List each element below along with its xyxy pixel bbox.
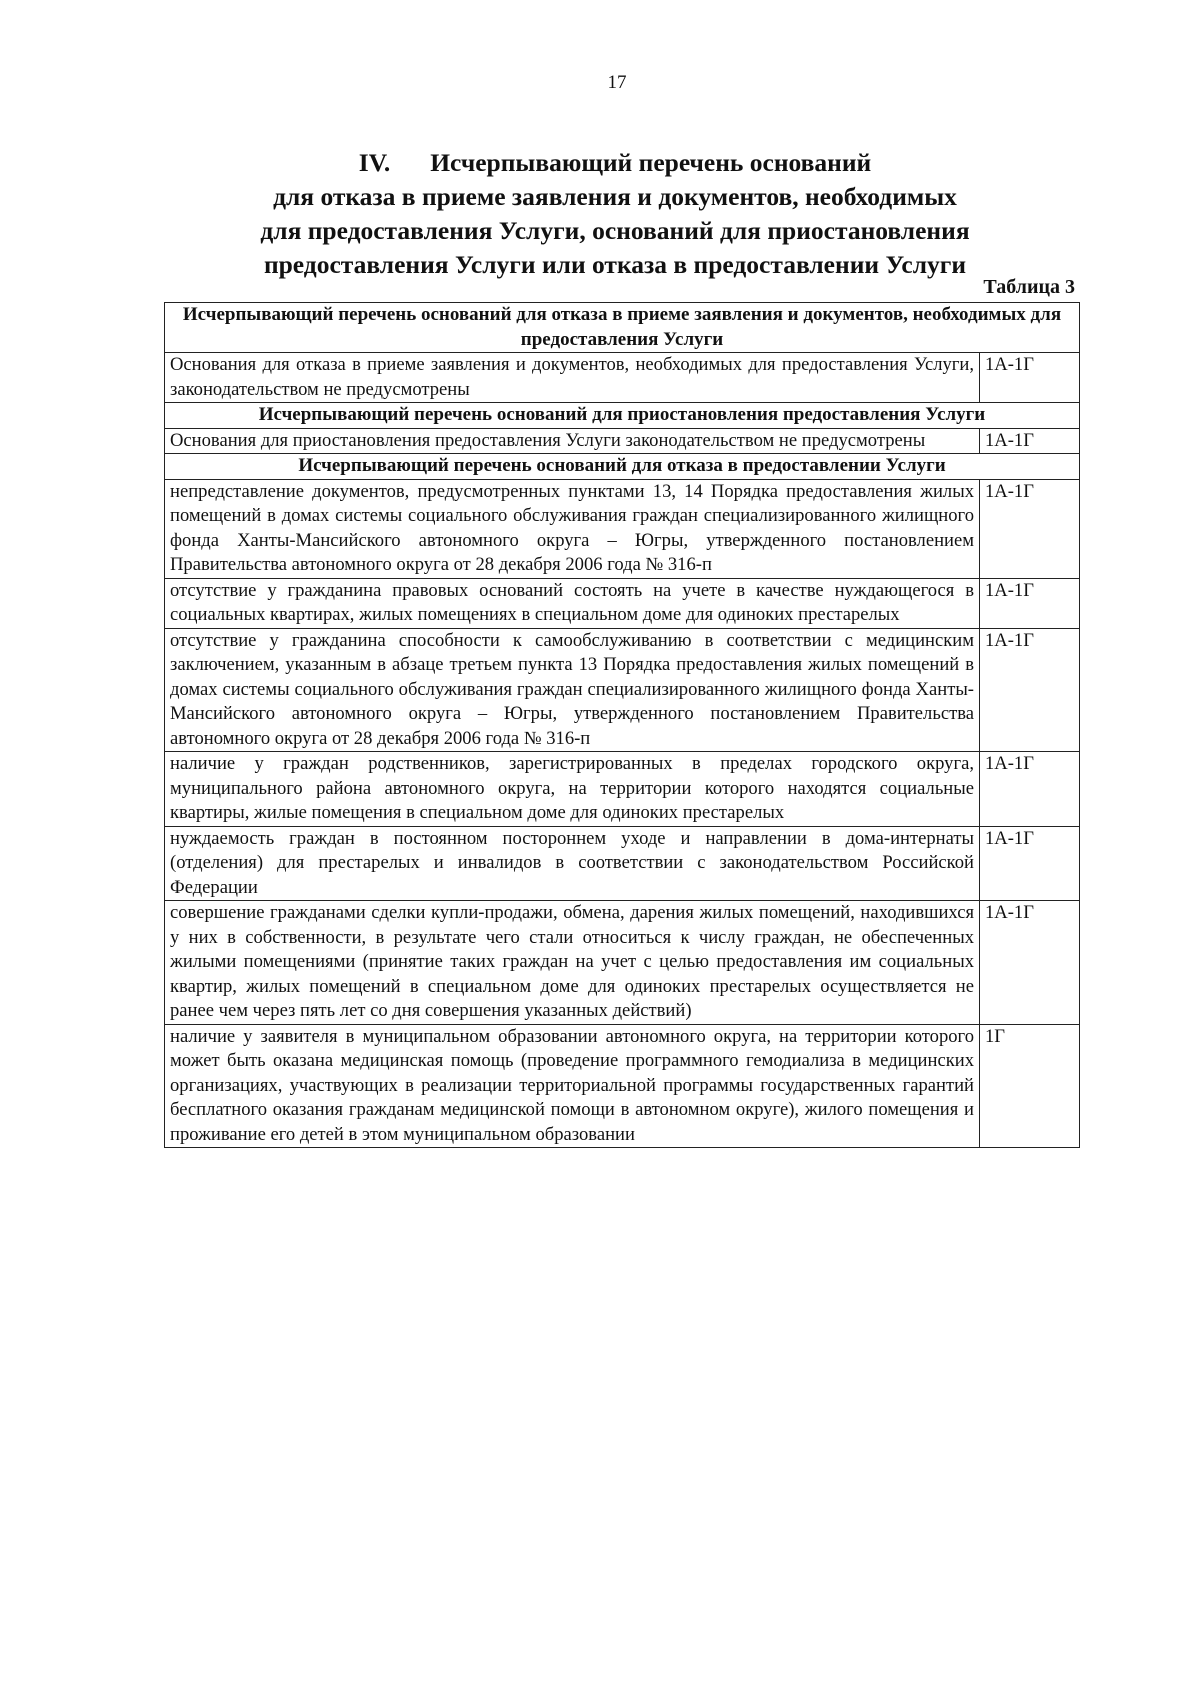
row-code: 1А-1Г — [980, 628, 1080, 752]
row-code: 1А-1Г — [980, 578, 1080, 628]
row-text: нуждаемость граждан в постоянном постороннем уходе и направлении в дома-интернаты (отделения) для престарелых и инвалидов в соответствии с законодательством Российской Федерации — [165, 826, 980, 901]
row-text: непредставление документов, предусмотренных пунктами 13, 14 Порядка предоставления жилых помещений в домах системы социального обслуживания граждан специализированного жилищного фонда Ханты-Мансийского автономного округа – Югры, утвержденного постановлением Правительства автономного округа от 28 декабря 2006 года № 316-п — [165, 479, 980, 578]
row-code: 1Г — [980, 1024, 1080, 1148]
row-text: совершение гражданами сделки купли-продажи, обмена, дарения жилых помещений, находившихся у них в собственности, в результате чего стали относиться к числу граждан, не обеспеченных жилыми помещениями (принятие таких граждан на учет с целью предоставления им социальных квартир, жилых помещений в специальном доме для одиноких престарелых осуществляется не ранее чем через пять лет со дня совершения указанных действий) — [165, 901, 980, 1025]
table-row — [165, 752, 1080, 827]
row-text: Основания для приостановления предоставления Услуги законодательством не предусмотрены — [165, 428, 980, 454]
table-subheader-suspension: Исчерпывающий перечень оснований для приостановления предоставления Услуги — [165, 403, 1080, 429]
table-row — [165, 1024, 1080, 1148]
table-row — [165, 578, 1080, 628]
row-text: наличие у граждан родственников, зарегистрированных в пределах городского округа, муниципального района автономного округа, на территории которого находятся социальные квартиры, жилые помещения в специальном доме для одиноких престарелых — [165, 752, 980, 827]
section-heading — [150, 146, 1080, 282]
table-row — [165, 479, 1080, 578]
table-row — [165, 628, 1080, 752]
table-subheader-row — [165, 403, 1080, 429]
row-code: 1А-1Г — [980, 901, 1080, 1025]
table-subheader-refusal: Исчерпывающий перечень оснований для отказа в предоставлении Услуги — [165, 454, 1080, 480]
heading-line-1 — [150, 146, 1080, 180]
table-header: Исчерпывающий перечень оснований для отказа в приеме заявления и документов, необходимых для предоставления Услуги — [165, 303, 1080, 353]
row-text: отсутствие у гражданина правовых оснований состоять на учете в качестве нуждающегося в социальных квартирах, жилых помещениях в специальном доме для одиноких престарелых — [165, 578, 980, 628]
page-number: 17 — [607, 72, 627, 93]
heading-line-3: для предоставления Услуги, оснований для приостановления — [260, 216, 970, 245]
table-row — [165, 826, 1080, 901]
row-code: 1А-1Г — [980, 826, 1080, 901]
heading-line-4: предоставления Услуги или отказа в предоставлении Услуги — [263, 250, 967, 279]
row-code: 1А-1Г — [980, 752, 1080, 827]
table-row — [165, 353, 1080, 403]
row-code: 1А-1Г — [980, 353, 1080, 403]
table-row — [165, 901, 1080, 1025]
table-row — [165, 428, 1080, 454]
section-number: IV. — [358, 148, 391, 177]
grounds-table — [164, 302, 1080, 1148]
row-text: наличие у заявителя в муниципальном образовании автономного округа, на территории которого может быть оказана медицинская помощь (проведение программного гемодиализа в медицинских организациях, участвующих в реализации территориальной программы государственных гарантий бесплатного оказания гражданам медицинской помощи в автономном округе), жилого помещения и проживание его детей в этом муниципальном образовании — [165, 1024, 980, 1148]
row-code: 1А-1Г — [980, 479, 1080, 578]
table-subheader-row — [165, 454, 1080, 480]
table-header-row — [165, 303, 1080, 353]
heading-line-2: для отказа в приеме заявления и документов, необходимых — [273, 182, 957, 211]
row-text: отсутствие у гражданина способности к самообслуживанию в соответствии с медицинским заключением, указанным в абзаце третьем пункта 13 Порядка предоставления жилых помещений в домах системы социального обслуживания граждан специализированного жилищного фонда Ханты-Мансийского автономного округа – Югры, утвержденного постановлением Правительства автономного округа от 28 декабря 2006 года № 316-п — [165, 628, 980, 752]
row-text: Основания для отказа в приеме заявления и документов, необходимых для предоставления Услуги, законодательством не предусмотрены — [165, 353, 980, 403]
row-code: 1А-1Г — [980, 428, 1080, 454]
table-label: Таблица 3 — [983, 276, 1075, 298]
heading-line-1-text: Исчерпывающий перечень оснований — [430, 148, 872, 177]
